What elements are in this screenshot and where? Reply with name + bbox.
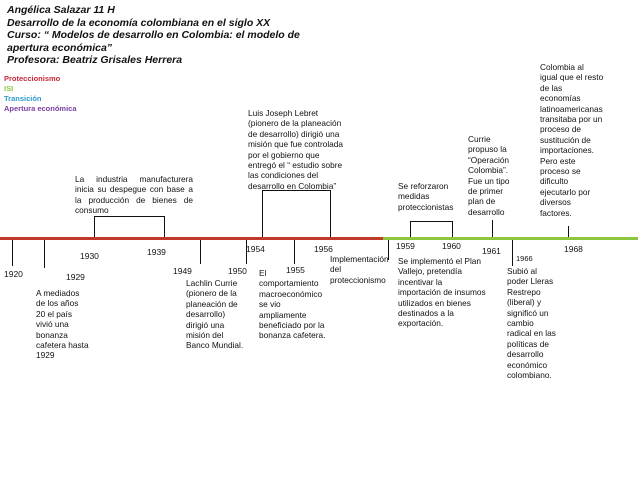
tick-1961 [492, 220, 493, 237]
event-1954-1956-lebret: Luis Joseph Lebret (pionero de la planeación de desarrollo) dirigió una misión que fue controlada por el gobierno que entregó el “ estudio sobre las condiciones del desarrollo en Colombia” [248, 108, 344, 191]
event-1930-1939-industria: La industria manufacturera inicia su despegue con base a la producción de bienes de consumo [75, 174, 193, 216]
bracket-1939-right [164, 216, 165, 237]
teacher-name: Profesora: Beatriz Grisales Herrera [7, 54, 183, 66]
year-1961: 1961 [482, 246, 501, 256]
event-1968-sustitucion: Colombia al igual que el resto de las economías latinoamericanas transitaba por un proceso de sustitución de importaciones. Pero este proceso se dificulto ejecutarlo por diversos factores. [540, 62, 604, 218]
year-1920: 1920 [4, 269, 23, 279]
year-1960: 1960 [442, 241, 461, 251]
year-1959: 1959 [396, 241, 415, 251]
student-name: Angélica Salazar 11 H [7, 4, 115, 16]
tick-1920 [12, 240, 13, 266]
event-1929-bonanza: A mediados de los años 20 el país vivió una bonanza cafetera hasta 1929 [36, 288, 89, 361]
event-1959-1960-medidas: Se reforzaron medidas proteccionistas [398, 181, 454, 212]
bracket-1930-left [94, 216, 95, 237]
event-1961-operacion-colombia: Currie propuso la “Operación Colombia”. Fue un tipo de primer plan de desarrollo [468, 134, 510, 217]
year-1968: 1968 [564, 244, 583, 254]
legend-proteccionismo: Proteccionismo [4, 74, 61, 83]
year-1939: 1939 [147, 247, 166, 257]
year-1954: 1954 [246, 244, 265, 254]
year-1955: 1955 [286, 265, 305, 275]
bracket-1954-left [262, 190, 263, 237]
legend [4, 74, 77, 114]
event-1949-currie: Lachlin Currie (pionero de la planeación de desarrollo) dirigió una misión del Banco Mundial. [186, 278, 244, 351]
year-1930: 1930 [80, 251, 99, 261]
event-1956-proteccionismo: Implementación del proteccionismo [330, 254, 389, 285]
bracket-1960-right [452, 221, 453, 237]
bracket-1930-1939 [94, 216, 165, 217]
course-line-continued: apertura económica” [7, 41, 113, 54]
bracket-1956-right [330, 190, 331, 237]
legend-transicion: Transición [4, 94, 42, 103]
tick-1968 [568, 226, 569, 237]
legend-isi: ISI [4, 84, 14, 93]
event-1960-plan-vallejo: Se implementó el Plan Vallejo, pretendía incentivar la importación de insumos utilizados en bienes destinados a la exportación. [398, 256, 486, 329]
subject-title: Desarrollo de la economía colombiana en el siglo XX [7, 16, 271, 29]
tick-1929 [44, 240, 45, 268]
timeline-isi-segment [383, 237, 638, 240]
bracket-1959-1960 [410, 221, 453, 222]
event-1966-lleras-restrepo: Subió al poder Lleras Restrepo (liberal) y significó un cambio radical en las políticas de desarrollo económico colombiano. [507, 266, 556, 381]
year-1929: 1929 [66, 272, 85, 282]
course-line: Curso: “ Modelos de desarrollo en Colombia: el modelo de [7, 29, 300, 41]
year-1956: 1956 [314, 244, 333, 254]
event-1950-bonanza: El comportamiento macroeconómico se vio ampliamente beneficiado por la bonanza cafetera. [259, 268, 326, 341]
year-1950: 1950 [228, 266, 247, 276]
timeline-proteccionismo-segment [0, 237, 383, 240]
legend-apertura: Apertura económica [4, 104, 77, 113]
tick-1955 [294, 240, 295, 264]
tick-1949 [200, 240, 201, 264]
bracket-1959-left [410, 221, 411, 237]
year-1949: 1949 [173, 266, 192, 276]
tick-1966 [512, 240, 513, 266]
year-1966: 1966 [516, 254, 533, 263]
